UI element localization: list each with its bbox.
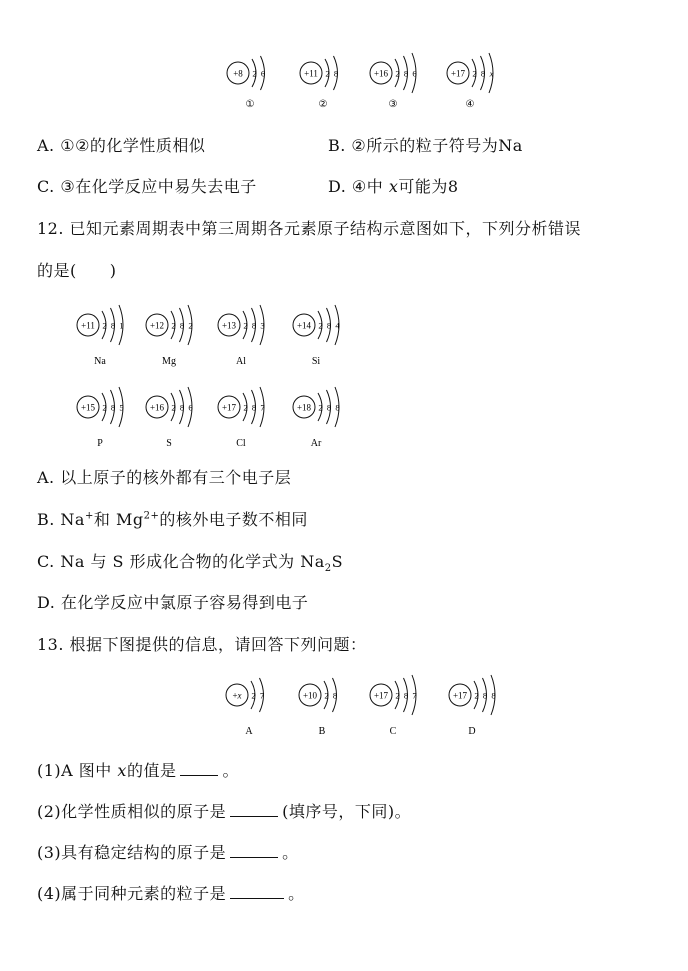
q12-shell-electrons: 2: [318, 402, 323, 413]
q12-nucleus-charge: +16: [149, 402, 165, 413]
q12-option-b-sup2: 2+: [143, 510, 160, 522]
q11-nucleus-charge: +17: [450, 68, 466, 79]
q13-sub3-answer-blank[interactable]: [230, 857, 278, 858]
q12-shell-electrons: 2: [243, 320, 248, 331]
q11-option-c-text: C. ③在化学反应中易失去电子: [37, 177, 257, 196]
q12-shell-electrons: 2: [243, 402, 248, 413]
q13-sub4-pre: (4)属于同种元素的粒子是: [37, 884, 227, 903]
q13-shell-electrons: 7: [259, 690, 265, 701]
q13-shell-electrons: 8: [482, 690, 488, 701]
q12-option-b-text1: B. Na: [37, 510, 85, 529]
q12-atom-7: [293, 387, 340, 449]
q11-option-d-var: x: [388, 177, 399, 196]
q12-atom-6: [218, 387, 265, 449]
q11-atom-caption: ②: [318, 99, 328, 110]
q11-nucleus-charge: +11: [304, 68, 318, 79]
q13-diagram-row: [0, 665, 688, 745]
q11-shell-electrons: 2: [325, 68, 330, 79]
q11-shell-electrons: 8: [333, 68, 339, 79]
q11-option-b-text: B. ②所示的粒子符号为Na: [328, 136, 523, 155]
q11-option-d: [328, 174, 459, 197]
q13-shell-electrons: 2: [324, 690, 329, 701]
q12-shell-electrons: 2: [171, 402, 176, 413]
q11-option-d-post: 可能为8: [398, 177, 459, 196]
q12-atom-3: [293, 305, 340, 367]
q11-nucleus-charge: +8: [233, 68, 243, 79]
q13-shell-electrons: 8: [403, 690, 409, 701]
q12-shell-electrons: 8: [335, 402, 340, 413]
q12-shell-electrons: 2: [318, 320, 323, 331]
q11-shell-electrons: 2: [472, 68, 477, 79]
q12-option-b: [37, 507, 308, 530]
q13-shell-electrons: 8: [491, 690, 496, 701]
q13-sub2-pre: (2)化学性质相似的原子是: [37, 802, 227, 821]
q12-option-c-text2: S: [331, 552, 344, 571]
q13-sub3-end: 。: [282, 843, 299, 862]
q11-shell-electrons: x: [489, 68, 494, 79]
q13-sub3: [37, 840, 299, 863]
q11-atom-caption: ①: [245, 99, 255, 110]
q12-option-c: [37, 549, 344, 575]
q12-shell-electrons: 5: [119, 402, 124, 413]
q12-shell-electrons: 8: [110, 402, 116, 413]
q11-shell-electrons: 6: [412, 68, 417, 79]
q12-diagram-grid: [0, 285, 688, 455]
q12-option-a: [37, 465, 291, 488]
q13-sub4-answer-blank[interactable]: [230, 898, 284, 899]
q11-diagram-row: [0, 0, 688, 120]
q13-sub1: [37, 758, 239, 781]
q11-option-c: [37, 174, 257, 197]
q11-atom-1: [300, 56, 338, 110]
q12-nucleus-charge: +18: [296, 402, 312, 413]
q12-atom-caption: Al: [236, 356, 246, 367]
q12-shell-electrons: 8: [110, 320, 116, 331]
q12-shell-electrons: 8: [179, 320, 185, 331]
q11-shell-electrons: 2: [252, 68, 257, 79]
q11-shell-electrons: 8: [403, 68, 409, 79]
q12-atom-caption: Na: [94, 356, 106, 367]
q12-stem-line2: [37, 258, 117, 281]
q12-nucleus-charge: +15: [80, 402, 96, 413]
q13-shell-electrons: 8: [332, 690, 338, 701]
q12-option-b-sup1: +: [84, 510, 94, 522]
q13-shell-electrons: 2: [251, 690, 256, 701]
q12-atom-0: [77, 305, 124, 367]
q12-option-d-text: D. 在化学反应中氯原子容易得到电子: [37, 593, 309, 612]
q12-option-c-text1: C. Na 与 S 形成化合物的化学式为 Na: [37, 552, 325, 571]
q13-sub2-post: (填序号，下同)。: [282, 802, 412, 821]
q12-atom-caption: Mg: [162, 356, 176, 367]
q13-nucleus-charge: +10: [302, 690, 318, 701]
q13-sub3-pre: (3)具有稳定结构的原子是: [37, 843, 227, 862]
q12-option-b-text3: 的核外电子数不相同: [159, 510, 308, 529]
q12-shell-electrons: 8: [251, 402, 257, 413]
q11-option-a: [37, 133, 205, 156]
q13-shell-electrons: 2: [395, 690, 400, 701]
q12-nucleus-charge: +17: [221, 402, 237, 413]
q12-option-b-text2: 和 Mg: [93, 510, 144, 529]
q12-shell-electrons: 1: [119, 320, 124, 331]
q11-atom-3: [447, 53, 494, 110]
q12-option-d: [37, 590, 308, 613]
q13-nucleus-charge: +17: [452, 690, 468, 701]
q12-atom-5: [146, 387, 193, 449]
q12-shell-electrons: 2: [102, 402, 107, 413]
q12-stem-text1: 12. 已知元素周期表中第三周期各元素原子结构示意图如下，下列分析错误: [37, 219, 582, 238]
q13-stem: [37, 632, 367, 655]
q13-shell-electrons: 7: [412, 690, 417, 701]
q12-stem-line1: [37, 216, 581, 239]
q11-atom-2: [370, 53, 417, 110]
q13-sub1-end: 。: [222, 761, 239, 780]
q12-nucleus-charge: +12: [149, 320, 165, 331]
q13-atom-1: [299, 678, 337, 737]
q12-shell-electrons: 8: [251, 320, 257, 331]
q11-shell-electrons: 6: [260, 68, 266, 79]
q12-atom-caption: Si: [311, 356, 321, 367]
q11-atom-caption: ④: [465, 99, 475, 110]
q13-sub4: [37, 881, 305, 904]
q12-option-c-sub: 2: [324, 563, 332, 575]
q13-stem-text: 13. 根据下图提供的信息，请回答下列问题：: [37, 635, 367, 654]
q13-sub2: [37, 799, 411, 822]
q12-nucleus-charge: +11: [81, 320, 95, 331]
q13-sub1-answer-blank[interactable]: [180, 775, 218, 776]
q12-shell-electrons: 6: [188, 402, 193, 413]
q11-option-b: [328, 133, 523, 156]
q13-atom-0: [226, 678, 264, 737]
q12-nucleus-charge: +14: [296, 320, 312, 331]
q13-atom-caption: D: [468, 726, 476, 737]
q13-nucleus-charge: +17: [373, 690, 389, 701]
q12-atom-2: [218, 305, 265, 367]
q13-sub1-var: x: [117, 761, 127, 780]
q12-atom-caption: S: [166, 438, 172, 449]
q13-sub1-post: 的值是: [126, 761, 177, 780]
q12-shell-electrons: 2: [188, 320, 193, 331]
q13-atom-3: [449, 675, 496, 737]
q12-atom-caption: P: [97, 438, 103, 449]
q12-atom-caption: Ar: [310, 438, 322, 449]
q13-sub1-pre: (1)A 图中: [37, 761, 118, 780]
q12-shell-electrons: 7: [260, 402, 265, 413]
q13-atom-2: [370, 675, 417, 737]
q12-shell-electrons: 8: [326, 402, 332, 413]
q12-shell-electrons: 4: [335, 320, 340, 331]
q11-option-d-pre: D. ④中: [328, 177, 389, 196]
q13-sub2-answer-blank[interactable]: [230, 816, 278, 817]
q11-nucleus-charge: +16: [373, 68, 389, 79]
q12-stem-text2: 的是( ): [37, 261, 117, 280]
q13-atom-caption: C: [389, 726, 397, 737]
q12-shell-electrons: 2: [171, 320, 176, 331]
q11-atom-caption: ③: [388, 99, 398, 110]
q13-nucleus-charge: +x: [232, 690, 242, 701]
q12-shell-electrons: 8: [326, 320, 332, 331]
q13-shell-electrons: 2: [474, 690, 479, 701]
q12-shell-electrons: 8: [179, 402, 185, 413]
q12-atom-1: [146, 305, 193, 367]
q11-atom-0: [227, 56, 265, 110]
q11-option-a-text: A. ①②的化学性质相似: [37, 136, 206, 155]
q12-atom-caption: Cl: [236, 438, 246, 449]
q12-shell-electrons: 2: [102, 320, 107, 331]
q13-sub4-end: 。: [288, 884, 305, 903]
q12-atom-4: [77, 387, 124, 449]
q12-nucleus-charge: +13: [221, 320, 237, 331]
q12-option-a-text: A. 以上原子的核外都有三个电子层: [37, 468, 292, 487]
q13-atom-caption: B: [318, 726, 326, 737]
q11-shell-electrons: 8: [480, 68, 486, 79]
q13-atom-caption: A: [245, 726, 253, 737]
q11-shell-electrons: 2: [395, 68, 400, 79]
q12-shell-electrons: 3: [260, 320, 265, 331]
